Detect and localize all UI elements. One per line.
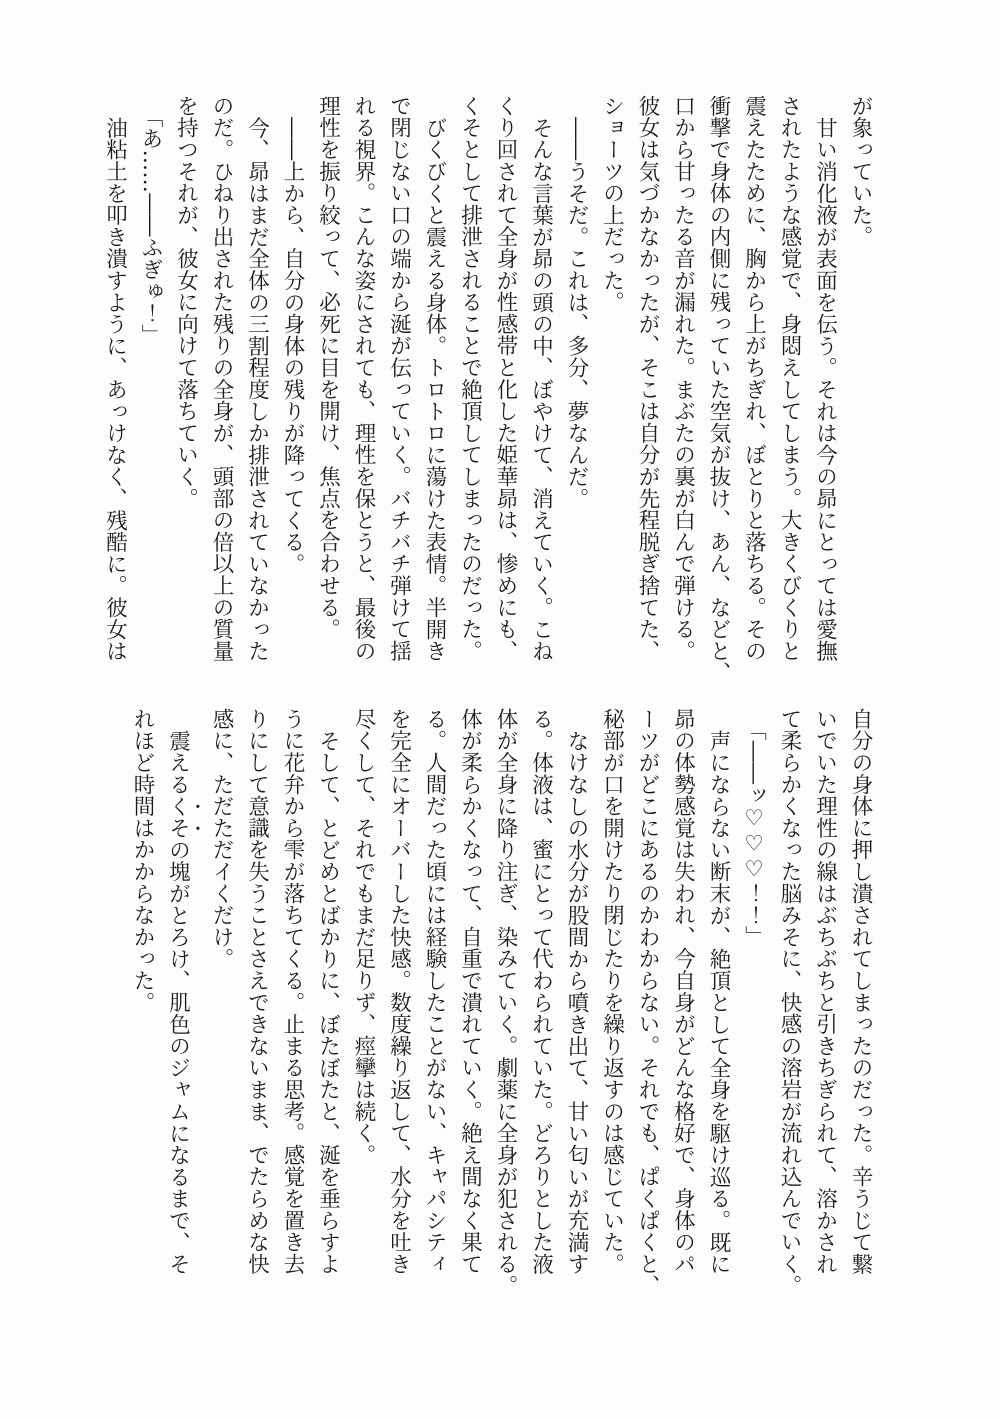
- text-line: 口から甘ったる音が漏れた。まぶたの裏が白んで弾ける。: [670, 95, 696, 662]
- text-line: 「あ……――ふぎゅ！」: [138, 105, 163, 346]
- text-line: そして、とどめとばかりに、ぼたぼたと、涎を垂らすよ: [315, 729, 341, 1275]
- text-line: を持つそれが、彼女に向けて落ちていく。: [173, 95, 199, 510]
- text-line: 理性を振り絞って、必死に目を開け、焦点を合わせる。: [315, 95, 341, 640]
- text-line: 震えるくその塊がとろけ、肌色のジャムになるまで、そ: [165, 729, 191, 1275]
- text-line: 甘い消化液が表面を伝う。それは今の昴にとっては愛撫: [812, 116, 838, 662]
- text-line: ショーツの上だった。: [599, 95, 625, 313]
- text-line: れほど時間はかからなかった。: [130, 708, 155, 1014]
- text-line: 尽くして、それでもまだ足りず、痙攣は続く。: [351, 708, 376, 1166]
- text-line: くそとして排泄されることで絶頂してしまったのだった。: [457, 95, 483, 662]
- text-line: いでいた理性の線はぶちぶちと引きちぎられて、溶かされ: [812, 708, 838, 1275]
- text-line: 秘部が口を開けたり閉じたりを繰り返すのは感じていた。: [599, 708, 625, 1275]
- text-line: が象っていた。: [848, 95, 873, 248]
- text-line: なけなしの水分が股間から噴き出て、甘い匂いが充満す: [564, 729, 589, 1275]
- top-text-block: [97, 95, 878, 684]
- text-line: を完全にオーバーした快感。数度繰り返して、水分を吐き: [386, 708, 412, 1275]
- text-line: 感に、ただただイくだけ。: [209, 708, 234, 970]
- text-line: されたような感覚で、身悶えしてしまう。大きくびくりと: [777, 95, 802, 662]
- text-line: ーツがどこにあるのかわからない。それでも、ぱくぱくと、: [635, 708, 660, 1297]
- text-line: 今、昴はまだ全体の三割程度しか排泄されていなかった: [244, 116, 270, 662]
- text-line: で閉じない口の端から涎が伝っていく。バチバチ弾けて揺: [386, 95, 412, 662]
- text-line: 衝撃で身体の内側に残っていた空気が抜け、あん、などと、: [706, 95, 731, 684]
- text-line: そんな言葉が昴の頭の中、ぼやけて、消えていく。こね: [528, 116, 554, 662]
- text-line: る。人間だった頃には経験したことがない、キャパシティ: [422, 708, 447, 1275]
- text-line: ――上から、自分の身体の残りが降ってくる。: [280, 116, 305, 575]
- emphasis-dotted-text: くそ: [165, 794, 191, 839]
- text-line: 昴の体勢感覚は失われ、今自身がどんな格好で、身体のパ: [670, 708, 696, 1275]
- text-line: 震えたために、胸から上がちぎれ、ぼとりと落ちる。その: [741, 95, 767, 662]
- text-line: 声にならない断末が、絶頂として全身を駆け巡る。既に: [706, 729, 731, 1275]
- text-line: うに花弁から雫が落ちてくる。止まる思考。感覚を置き去: [280, 708, 305, 1275]
- text-line: て柔らかくなった脳みそに、快感の溶岩が流れ込んでいく。: [777, 708, 802, 1297]
- text-line: りにして意識を失うことさえできないまま、でたらめな快: [244, 708, 270, 1275]
- text-line: 「――ッ♡♡♡！！」: [741, 718, 767, 948]
- text-line: びくびくと震える身体。トロトロに蕩けた表情。半開き: [422, 116, 447, 662]
- text-line: 油粘土を叩き潰すように、あっけなく、残酷に。彼女は: [102, 116, 128, 662]
- text-line: くり回されて全身が性感帯と化した姫華昴は、惨めにも、: [493, 95, 518, 662]
- text-line: 体が柔らかくなって、自重で潰れていく。絶え間なく果て: [457, 708, 483, 1275]
- text-line: ――うそだ。これは、多分、夢なんだ。: [564, 116, 589, 509]
- text-line: 彼女は気づかなかったが、そこは自分が先程脱ぎ捨てた、: [635, 95, 660, 662]
- text-line: 自分の身体に押し潰されてしまったのだった。辛うじて繋: [848, 708, 873, 1275]
- text-line: る。体液は、蜜にとって代わられていた。どろりとした液: [528, 708, 554, 1275]
- text-line: れる視界。こんな姿にされても、理性を保とうと、最後の: [351, 95, 376, 662]
- text-line: のだ。ひねり出された残りの全身が、頭部の倍以上の質量: [209, 95, 234, 662]
- text-line: 体が全身に降り注ぎ、染みていく。劇薬に全身が犯される。: [493, 708, 518, 1297]
- bottom-text-block: [125, 708, 879, 1297]
